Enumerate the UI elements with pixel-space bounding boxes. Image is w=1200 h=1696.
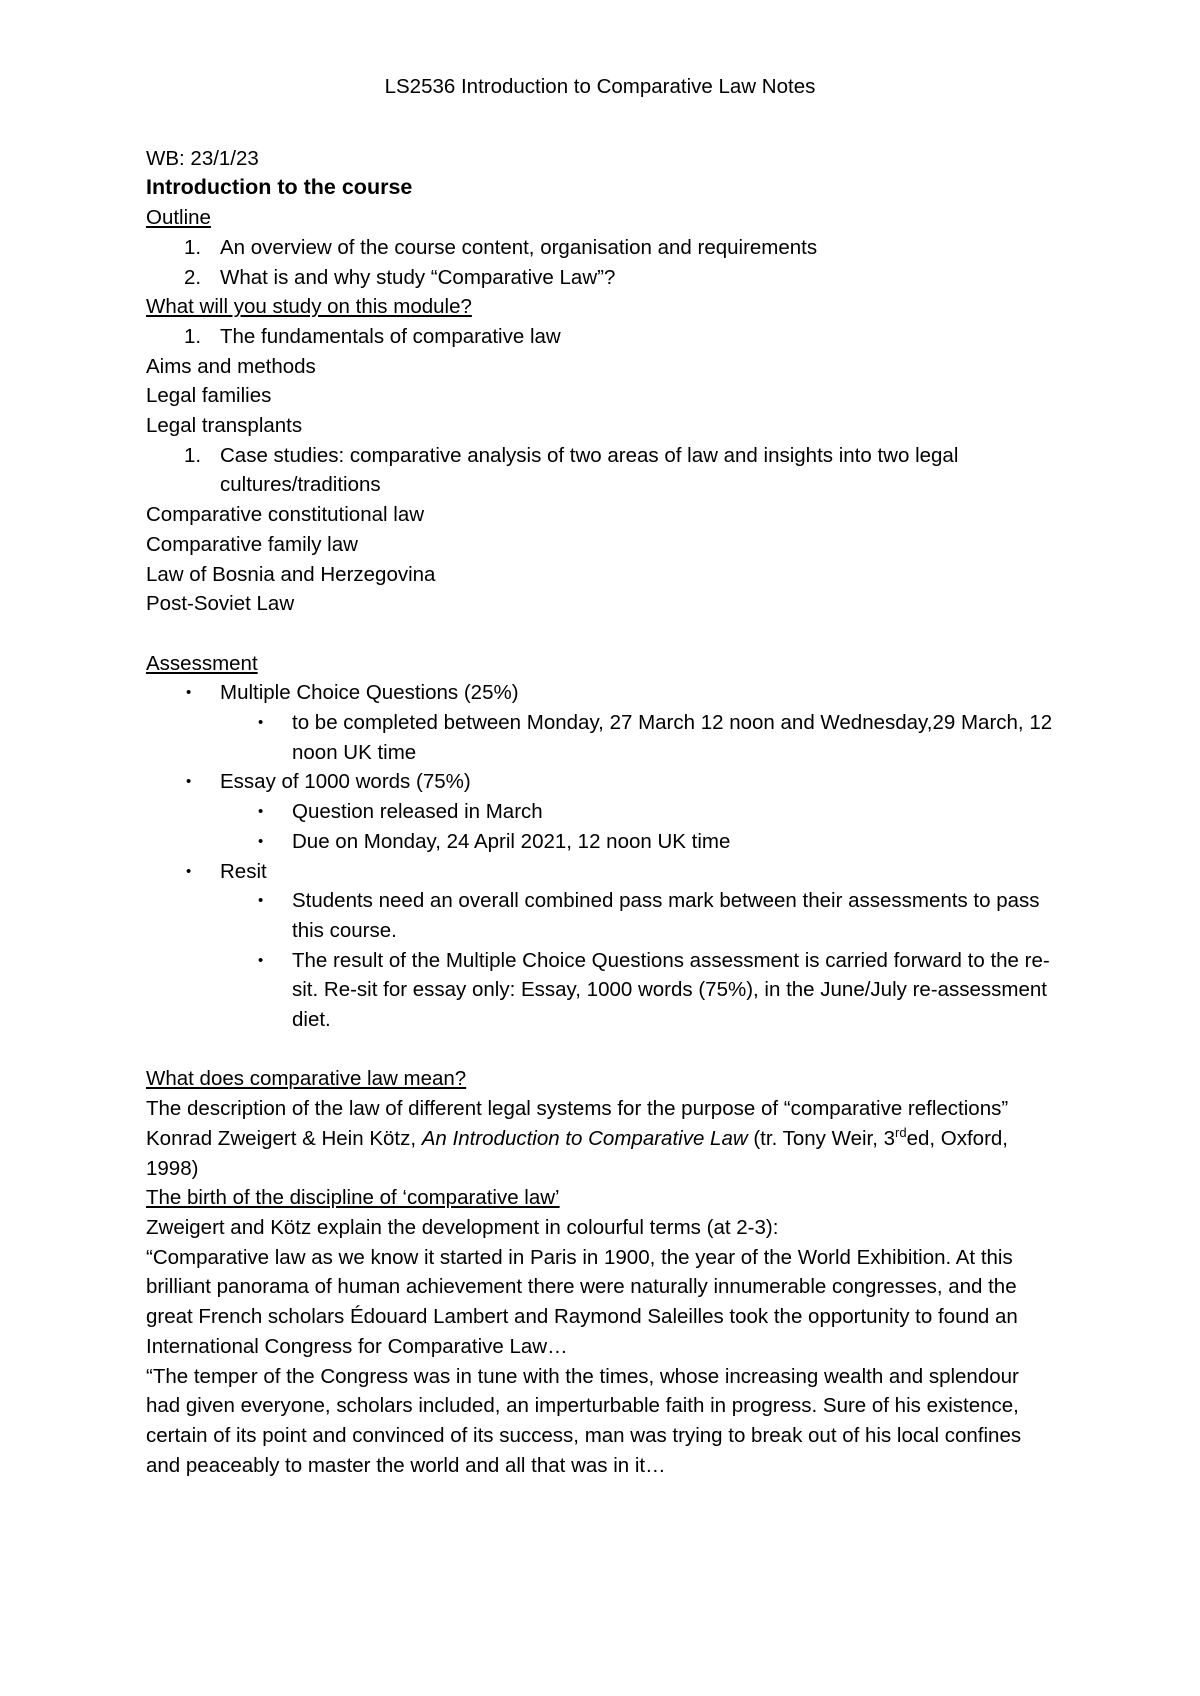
list-number: 1. <box>184 443 202 467</box>
list-item <box>146 678 1054 767</box>
outline-heading: Outline <box>146 206 211 230</box>
list-item <box>146 441 1054 500</box>
list-number: 2. <box>184 265 202 289</box>
fundamentals-line: Aims and methods <box>146 354 316 378</box>
section-title: Introduction to the course <box>146 175 413 200</box>
list-item <box>146 263 1054 293</box>
assessment-list <box>146 678 1054 1034</box>
sub-list <box>146 797 1054 856</box>
sub-list <box>146 886 1054 1035</box>
outline-list <box>146 233 1054 292</box>
bullet-icon: • <box>258 951 264 969</box>
bullet-icon: • <box>258 803 264 821</box>
case-study-line: Comparative constitutional law <box>146 503 425 527</box>
list-item <box>146 767 1054 856</box>
citation-superscript: rd <box>895 1124 907 1140</box>
spacer <box>146 1035 1054 1065</box>
list-text: Due on Monday, 24 April 2021, 12 noon UK time <box>292 829 731 853</box>
list-text: An overview of the course content, organisation and requirements <box>220 235 818 259</box>
list-text: to be completed between Monday, 27 March 12 noon and Wednesday,29 March, 12 noon UK time <box>292 711 1053 764</box>
bullet-icon: • <box>258 714 264 732</box>
list-text: Resit <box>220 859 267 883</box>
list-item <box>146 322 1054 352</box>
bullet-icon: • <box>186 862 192 880</box>
quote-paragraph: “The temper of the Congress was in tune with the times, whose increasing wealth and splendour had given everyone, scholars included, an imperturbable faith in progress. Sure of his existence, certain of its point and convinced of its success, man was trying to break out of his local confines and peaceably to master the world and all that was in it… <box>146 1364 1022 1477</box>
quote-paragraph: “Comparative law as we know it started in Paris in 1900, the year of the World Exhibition. At this brilliant panorama of human achievement there were naturally innumerable congresses, and the great French scholars Édouard Lambert and Raymond Saleilles took the opportunity to found an International Congress for Comparative Law… <box>146 1245 1018 1358</box>
definition-text: The description of the law of different legal systems for the purpose of “comparative reflections” <box>146 1097 1009 1121</box>
list-text: Question released in March <box>292 800 543 824</box>
citation <box>146 1124 1054 1183</box>
list-text: The fundamentals of comparative law <box>220 324 561 348</box>
meaning-heading: What does comparative law mean? <box>146 1067 467 1091</box>
case-study-line: Law of Bosnia and Herzegovina <box>146 562 436 586</box>
fundamentals-line: Legal transplants <box>146 414 303 438</box>
fundamentals-line: Legal families <box>146 384 272 408</box>
bullet-icon: • <box>186 773 192 791</box>
list-text: The result of the Multiple Choice Questions assessment is carried forward to the re-sit. Re-sit for essay only: Essay, 1000 words (75%), in the June/July re-assessment diet. <box>292 948 1050 1032</box>
list-item <box>146 827 1054 857</box>
birth-intro: Zweigert and Kötz explain the development in colourful terms (at 2-3): <box>146 1215 779 1239</box>
assessment-heading: Assessment <box>146 651 258 675</box>
list-number: 1. <box>184 324 202 348</box>
study-list-2 <box>146 441 1054 500</box>
spacer <box>146 619 1054 649</box>
bullet-icon: • <box>258 892 264 910</box>
week-beginning: WB: 23/1/23 <box>146 146 259 170</box>
sub-list <box>146 708 1054 767</box>
list-text: Multiple Choice Questions (25%) <box>220 681 519 705</box>
list-item <box>146 857 1054 1035</box>
bullet-icon: • <box>258 832 264 850</box>
birth-heading: The birth of the discipline of ‘comparative law’ <box>146 1186 560 1210</box>
citation-authors: Konrad Zweigert & Hein Kötz, <box>146 1126 422 1150</box>
list-number: 1. <box>184 235 202 259</box>
page-header: LS2536 Introduction to Comparative Law Notes <box>384 75 816 98</box>
list-item <box>146 708 1054 767</box>
list-item <box>146 797 1054 827</box>
list-item <box>146 233 1054 263</box>
case-study-line: Comparative family law <box>146 532 358 556</box>
list-text: Essay of 1000 words (75%) <box>220 770 471 794</box>
list-text: Case studies: comparative analysis of two areas of law and insights into two legal cultures/traditions <box>220 443 959 497</box>
citation-details: (tr. Tony Weir, 3 <box>747 1126 896 1150</box>
list-text: Students need an overall combined pass mark between their assessments to pass this course. <box>292 889 1040 942</box>
study-heading: What will you study on this module? <box>146 295 472 319</box>
list-item <box>146 886 1054 945</box>
citation-title: An Introduction to Comparative Law <box>421 1126 748 1150</box>
study-list-1 <box>146 322 1054 352</box>
list-item <box>146 946 1054 1035</box>
case-study-line: Post-Soviet Law <box>146 592 295 616</box>
list-text: What is and why study “Comparative Law”? <box>220 265 616 289</box>
citation-details-end: ed, Oxford, 1998) <box>146 1126 1008 1180</box>
bullet-icon: • <box>186 684 192 702</box>
